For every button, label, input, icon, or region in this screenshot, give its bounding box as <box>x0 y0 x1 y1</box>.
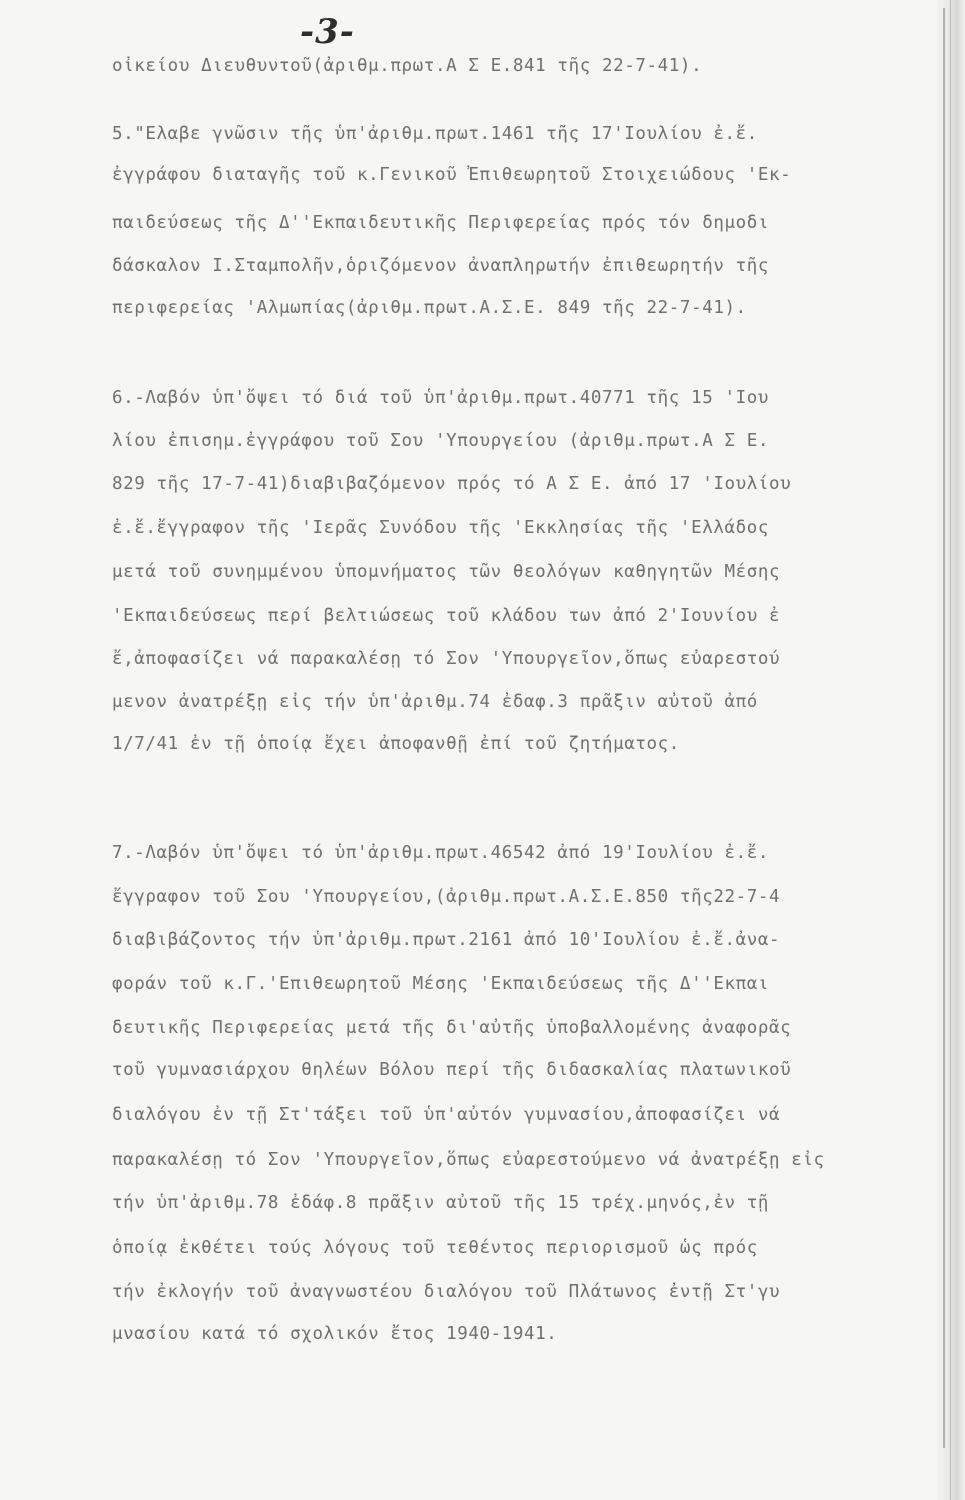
text-line: παρακαλέσῃ τό Σον 'Υπουργεῖον,ὅπως εὐαρεστούμενο νά ἀνατρέξῃ εἰς <box>112 1150 825 1170</box>
text-line: ἔγγραφον τοῦ Σου 'Υπουργείου,(ἀριθμ.πρωτ.Α.Σ.Ε.850 τῆς22-7-4 <box>112 887 781 907</box>
text-line: ἐ.ἔ.ἔγγραφον τῆς 'Ιερᾶς Συνόδου τῆς 'Εκκλησίας τῆς 'Ελλάδος <box>112 518 770 538</box>
text-line: δάσκαλον Ι.Σταμπολῆν,ὁριζόμενον ἀναπληρωτήν ἐπιθεωρητήν τῆς <box>112 256 770 276</box>
text-line: τήν ἐκλογήν τοῦ ἀναγνωστέου διαλόγου τοῦ Πλάτωνος ἐντῇ Στ'γυ <box>112 1282 781 1302</box>
text-line: διαβιβάζοντος τήν ὑπ'ἀριθμ.πρωτ.2161 ἀπό 10'Ιουλίου ἐ.ἔ.ἀνα- <box>112 930 781 950</box>
binding-line-secondary <box>950 0 951 1500</box>
text-line: 'Εκπαιδεύσεως περί βελτιώσεως τοῦ κλάδου των ἀπό 2'Ιουνίου ἐ <box>112 606 781 626</box>
text-line: ὁποίᾳ ἐκθέτει τούς λόγους τοῦ τεθέντος περιορισμοῦ ὡς πρός <box>112 1238 758 1258</box>
text-line: μετά τοῦ συνημμένου ὑπομνήματος τῶν θεολόγων καθηγητῶν Μέσης <box>112 562 781 582</box>
text-line: 829 τῆς 17-7-41)διαβιβαζόμενον πρός τό Α Σ Ε. ἀπό 17 'Ιουλίου <box>112 474 792 494</box>
text-line: περιφερείας 'Αλμωπίας(ἀριθμ.πρωτ.Α.Σ.Ε. 849 τῆς 22-7-41). <box>112 298 747 318</box>
page-edge <box>937 0 965 1500</box>
binding-line <box>943 8 945 1448</box>
text-line: ἐγγράφου διαταγῆς τοῦ κ.Γενικοῦ Ἐπιθεωρητοῦ Στοιχειώδους 'Εκ- <box>112 165 792 185</box>
text-line: λίου ἐπισημ.ἐγγράφου τοῦ Σου 'Υπουργείου (ἀριθμ.πρωτ.Α Σ Ε. <box>112 431 770 451</box>
page-number: -3- <box>300 12 355 52</box>
text-line: μνασίου κατά τό σχολικόν ἔτος 1940-1941. <box>112 1324 558 1344</box>
text-line: 7.-Λαβόν ὑπ'ὄψει τό ὑπ'ἀριθμ.πρωτ.46542 ἀπό 19'Ιουλίου ἐ.ἔ. <box>112 843 770 863</box>
text-line: 6.-Λαβόν ὑπ'ὄψει τό διά τοῦ ὑπ'ἀριθμ.πρωτ.40771 τῆς 15 'Ιου <box>112 388 770 408</box>
text-line: 5."Ελαβε γνῶσιν τῆς ὑπ'ἀριθμ.πρωτ.1461 τῆς 17'Ιουλίου ἐ.ἔ. <box>112 124 758 144</box>
text-line: 1/7/41 ἐν τῇ ὁποίᾳ ἔχει ἀποφανθῇ ἐπί τοῦ ζητήματος. <box>112 734 680 754</box>
text-line: τήν ὑπ'ἀριθμ.78 ἐδάφ.8 πρᾶξιν αὐτοῦ τῆς 15 τρέχ.μηνός,ἐν τῇ <box>112 1193 770 1213</box>
text-line: τοῦ γυμνασιάρχου θηλέων Βόλου περί τῆς διδασκαλίας πλατωνικοῦ <box>112 1060 792 1080</box>
text-line: φοράν τοῦ κ.Γ.'Επιθεωρητοῦ Μέσης 'Εκπαιδεύσεως τῆς Δ''Εκπαι <box>112 974 770 994</box>
text-line: παιδεύσεως τῆς Δ''Εκπαιδευτικῆς Περιφερείας πρός τόν δημοδι <box>112 213 770 233</box>
text-line: μενον ἀνατρέξῃ εἰς τήν ὑπ'ἀριθμ.74 ἐδαφ.3 πρᾶξιν αὐτοῦ ἀπό <box>112 692 758 712</box>
text-line: διαλόγου ἐν τῇ Στ'τάξει τοῦ ὑπ'αὐτόν γυμνασίου,ἀποφασίζει νά <box>112 1105 781 1125</box>
text-line: ἔ,ἀποφασίζει νά παρακαλέσῃ τό Σον 'Υπουργεῖον,ὅπως εὐαρεστού <box>112 649 781 669</box>
text-line: οἰκείου Διευθυντοῦ(ἀριθμ.πρωτ.Α Σ Ε.841 τῆς 22-7-41). <box>112 56 703 76</box>
text-line: δευτικῆς Περιφερείας μετά τῆς δι'αὐτῆς ὑποβαλλομένης ἀναφορᾶς <box>112 1018 792 1038</box>
